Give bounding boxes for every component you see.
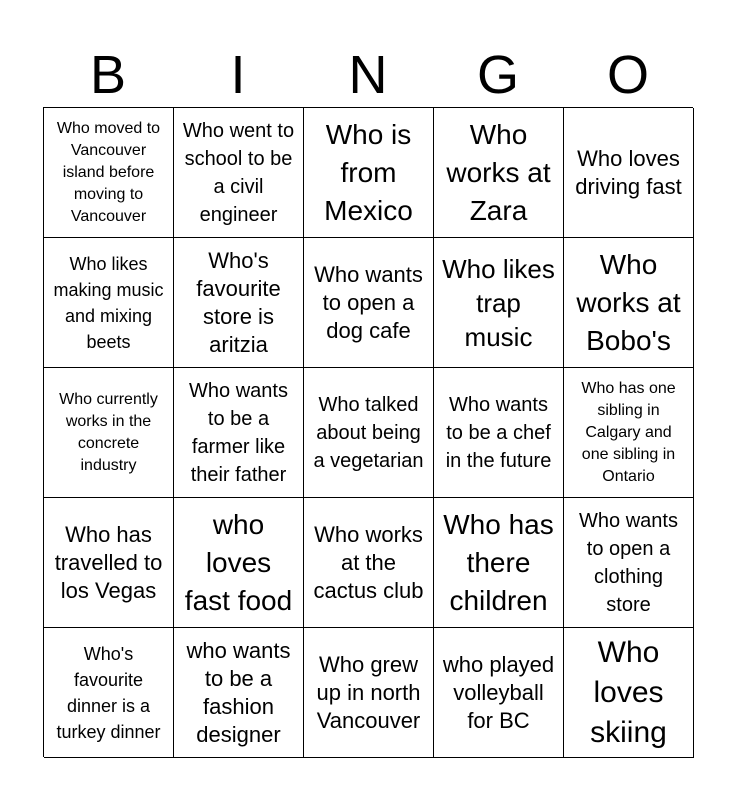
cell-text: Who works at the cactus club <box>313 521 424 603</box>
bingo-cell-r2-c5[interactable] <box>564 238 694 368</box>
cell-text: who wants to be a fashion designer <box>186 637 291 747</box>
bingo-cell-r4-c4[interactable] <box>434 498 564 628</box>
cell-text: Who has one sibling in Calgary and one sibling in Ontario <box>581 379 676 485</box>
header-letter-n: N <box>348 45 388 105</box>
bingo-cell-r5-c5[interactable] <box>564 628 694 758</box>
cell-text: Who wants to be a farmer like their father <box>189 379 288 486</box>
bingo-cell-r2-c1[interactable] <box>44 238 174 368</box>
cell-text: Who works at Bobo's <box>576 248 681 356</box>
cell-text: Who's favourite store is aritzia <box>196 247 281 357</box>
cell-text: who played volleyball for BC <box>442 651 555 733</box>
cell-text: Who has there children <box>443 508 554 616</box>
bingo-cell-r4-c3[interactable] <box>304 498 434 628</box>
cell-text: Who wants to be a chef in the future <box>445 393 552 472</box>
bingo-cell-r4-c5[interactable] <box>564 498 694 628</box>
bingo-cell-r1-c4[interactable] <box>434 108 564 238</box>
bingo-cell-r5-c3[interactable] <box>304 628 434 758</box>
cell-text: Who moved to Vancouver island before moving to Vancouver <box>56 119 161 225</box>
cell-text: Who has travelled to los Vegas <box>54 521 163 603</box>
bingo-cell-r1-c1[interactable] <box>44 108 174 238</box>
cell-text: Who is from Mexico <box>324 118 413 226</box>
bingo-cell-r2-c3[interactable] <box>304 238 434 368</box>
header-letter-b: B <box>89 45 127 105</box>
cell-text: who loves fast food <box>184 508 293 616</box>
cell-text: Who talked about being a vegetarian <box>313 393 424 472</box>
cell-text: Who's favourite dinner is a turkey dinner <box>56 643 161 742</box>
bingo-cell-r2-c4[interactable] <box>434 238 564 368</box>
bingo-cell-r5-c4[interactable] <box>434 628 564 758</box>
cell-text: Who wants to open a dog cafe <box>314 261 423 343</box>
cell-text: Who went to school to be a civil engineer <box>182 119 295 226</box>
bingo-cell-r3-c3[interactable] <box>304 368 434 498</box>
cell-text: Who grew up in north Vancouver <box>316 651 421 733</box>
cell-text: Who loves driving fast <box>575 145 682 199</box>
cell-text: Who loves skiing <box>590 635 667 749</box>
cell-text: Who works at Zara <box>446 118 551 226</box>
bingo-cell-r3-c2[interactable] <box>174 368 304 498</box>
bingo-cell-r1-c3[interactable] <box>304 108 434 238</box>
header-letter-o: O <box>606 45 649 105</box>
bingo-card-grid <box>43 107 693 757</box>
bingo-cell-r4-c1[interactable] <box>44 498 174 628</box>
bingo-cell-r3-c1[interactable] <box>44 368 174 498</box>
bingo-cell-r1-c5[interactable] <box>564 108 694 238</box>
bingo-cell-r5-c2[interactable] <box>174 628 304 758</box>
cell-text: Who likes making music and mixing beets <box>53 253 164 352</box>
header-letter-i: I <box>230 45 246 105</box>
bingo-cell-r1-c2[interactable] <box>174 108 304 238</box>
bingo-cell-r2-c2[interactable] <box>174 238 304 368</box>
cell-text: Who likes trap music <box>442 253 555 352</box>
bingo-cell-r3-c5[interactable] <box>564 368 694 498</box>
header-letter-g: G <box>476 45 519 105</box>
bingo-cell-r5-c1[interactable] <box>44 628 174 758</box>
bingo-header <box>43 44 693 106</box>
bingo-cell-r3-c4[interactable] <box>434 368 564 498</box>
cell-text: Who wants to open a clothing store <box>579 509 678 616</box>
cell-text: Who currently works in the concrete industry <box>59 390 158 474</box>
bingo-cell-r4-c2[interactable] <box>174 498 304 628</box>
